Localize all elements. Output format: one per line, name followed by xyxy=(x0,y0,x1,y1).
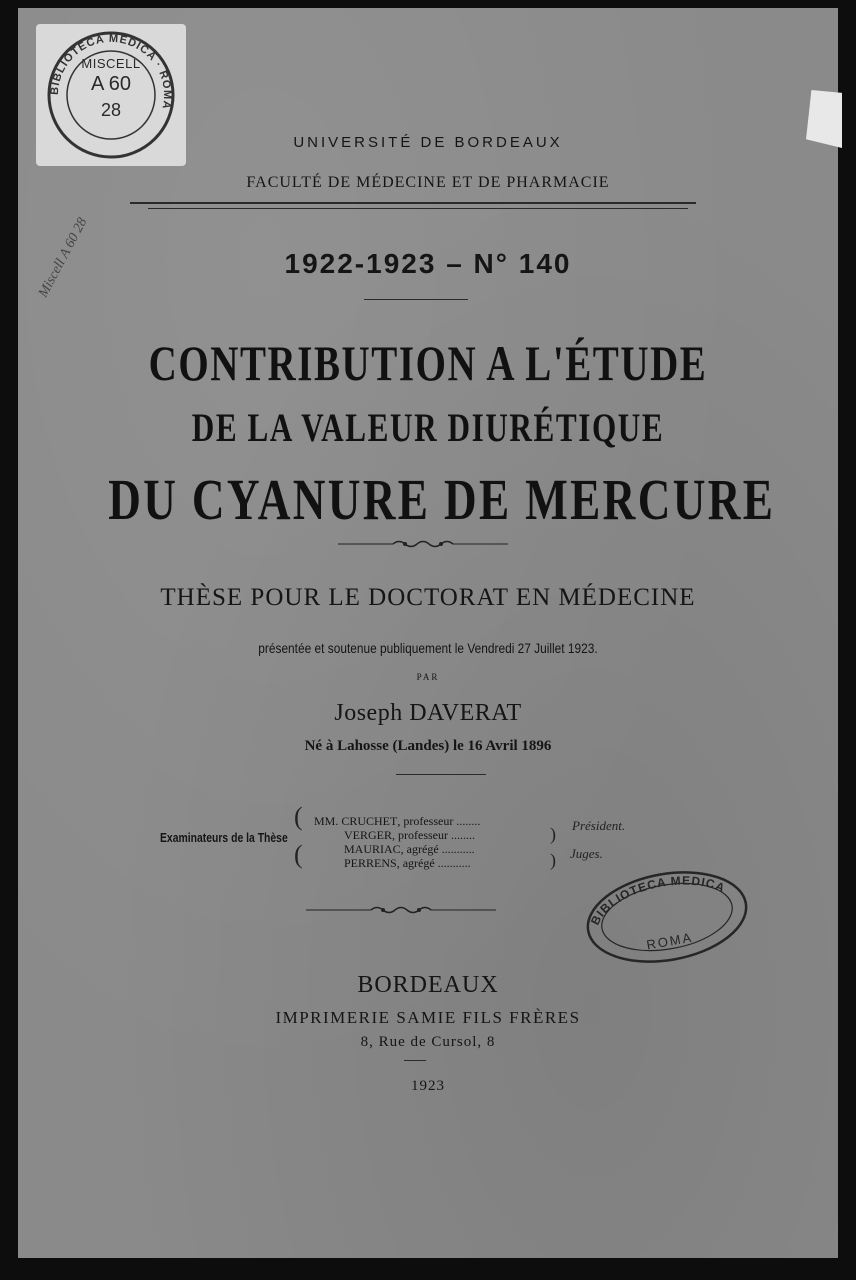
imprint-printer: IMPRIMERIE SAMIE FILS FRÈRES xyxy=(275,1008,581,1027)
svg-text:BIBLIOTECA MEDICA · ROMA: BIBLIOTECA MEDICA · ROMA xyxy=(48,32,174,111)
title-line-2: DE LA VALEUR DIURÉTIQUE xyxy=(191,405,665,450)
brace-right: ) xyxy=(550,850,556,870)
brace-right: ) xyxy=(550,824,556,844)
divider-rule xyxy=(364,299,468,300)
ornament-divider-icon xyxy=(338,538,508,550)
president-role: Président. xyxy=(572,818,626,833)
judges-role: Juges. xyxy=(570,846,603,861)
margin-handwriting: Miscell A 60 28 xyxy=(36,215,91,301)
title-line-3: DU CYANURE DE MERCURE xyxy=(108,467,776,532)
svg-text:BIBLIOTECA MEDICA: BIBLIOTECA MEDICA xyxy=(587,873,728,928)
examiner-row: MAURIAC, agrégé ........... xyxy=(344,842,475,856)
svg-text:ROMA: ROMA xyxy=(645,929,695,953)
imprint-city: BORDEAUX xyxy=(357,972,499,998)
stamp-line-3: 28 xyxy=(100,100,122,120)
university-name: UNIVERSITÉ DE BORDEAUX xyxy=(293,134,563,151)
author-birth: Né à Lahosse (Landes) le 16 Avril 1896 xyxy=(304,738,552,754)
title-line-1: CONTRIBUTION A L'ÉTUDE xyxy=(148,335,708,391)
imprint-address: 8, Rue de Cursol, 8 xyxy=(360,1034,496,1050)
document-page xyxy=(18,8,838,1258)
examiner-row: MM. CRUCHET, professeur ........ xyxy=(314,814,481,828)
thesis-number: 1922-1923 – N° 140 xyxy=(284,248,572,279)
ornament-divider-icon xyxy=(306,904,496,916)
by-label: PAR xyxy=(416,672,440,682)
author-name: Joseph DAVERAT xyxy=(334,700,522,726)
thesis-heading: THÈSE POUR LE DOCTORAT EN MÉDECINE xyxy=(160,584,696,611)
brace-left: ( xyxy=(294,840,303,869)
examiners-label: Examinateurs de la Thèse xyxy=(160,830,288,845)
faculty-name: FACULTÉ DE MÉDECINE ET DE PHARMACIE xyxy=(246,174,610,191)
divider-rule xyxy=(148,208,688,209)
examiner-row: VERGER, professeur ........ xyxy=(344,828,475,842)
divider-rule xyxy=(130,202,696,204)
brace-left: ( xyxy=(294,802,303,831)
examiner-row: PERRENS, agrégé ........... xyxy=(344,856,471,870)
presentation-date: présentée et soutenue publiquement le Vendredi 27 Juillet 1923. xyxy=(258,640,598,656)
stamp-line-2: A 60 xyxy=(90,73,132,95)
library-stamp-oval-icon xyxy=(584,870,750,964)
divider-rule xyxy=(396,774,486,775)
imprint-year: 1923 xyxy=(411,1078,445,1094)
stamp-line-1: MISCELL xyxy=(81,56,141,71)
divider-rule xyxy=(404,1060,426,1061)
